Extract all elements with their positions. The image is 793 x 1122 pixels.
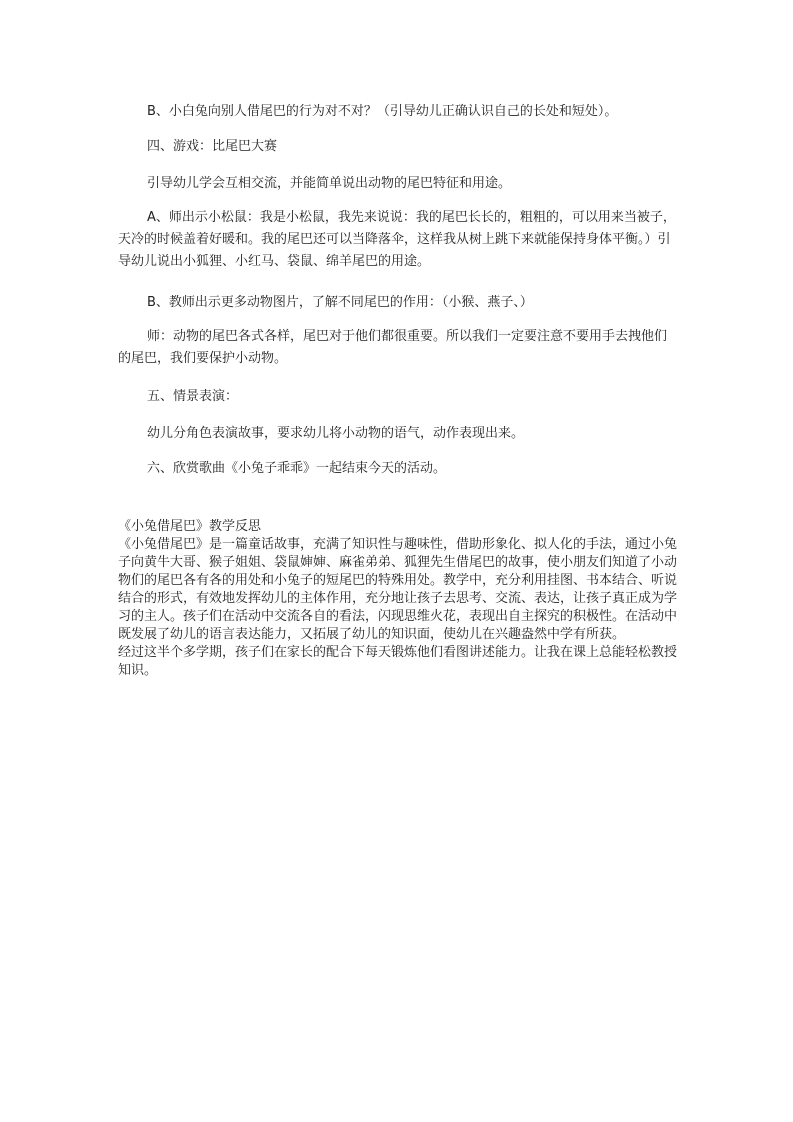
section-heading-performance: 五、情景表演：	[147, 389, 239, 404]
paragraph-role-play: 幼儿分角色表演故事，要求幼儿将小动物的语气，动作表现出来。	[147, 426, 525, 441]
paragraph-song: 六、欣赏歌曲《小兔子乖乖》一起结束今天的活动。	[147, 461, 447, 476]
paragraph-question-b: B、小白兔向别人借尾巴的行为对不对？（引导幼儿正确认识自己的长处和短处）。	[147, 104, 618, 119]
reflection-body-1: 《小兔借尾巴》是一篇童话故事，充满了知识性与趣味性，借助形象化、拟人化的手法，通过小兔子向黄牛大哥、猴子姐姐、袋鼠婶婶、麻雀弟弟、狐狸先生借尾巴的故事，使小朋友们知道了小动物们的尾巴各有各的用处和小兔子的短尾巴的特殊用处。教学中，充分利用挂图、书本结合、听说结合的形式，有效地发挥幼儿的主体作用，充分地让孩子去思考、交流、表达，让孩子真正成为学习的主人。孩子们在活动中交流各自的看法，闪现思维火花，表现出自主探究的积极性。在活动中既发展了幼儿的语言表达能力，又拓展了幼儿的知识面，使幼儿在兴趣盎然中学有所获。	[118, 537, 678, 642]
reflection-section	[118, 518, 678, 680]
section-heading-game: 四、游戏：比尾巴大赛	[147, 139, 278, 154]
reflection-body-2: 经过这半个多学期，孩子们在家长的配合下每天锻炼他们看图讲述能力。让我在课上总能轻松教授知识。	[118, 645, 678, 678]
paragraph-more-pictures: B、教师出示更多动物图片，了解不同尾巴的作用：（小猴、燕子、）	[147, 295, 533, 310]
reflection-title: 《小兔借尾巴》教学反思	[118, 519, 262, 534]
paragraph-teacher-summary: 师：动物的尾巴各式各样，尾巴对于他们都很重要。所以我们一定要注意不要用手去拽他们的尾巴，我们要保护小动物。	[118, 329, 668, 366]
paragraph-squirrel: A、师出示小松鼠：我是小松鼠，我先来说说：我的尾巴长长的，粗粗的，可以用来当被子，天冷的时候盖着好暖和。我的尾巴还可以当降落伞，这样我从树上跳下来就能保持身体平衡。）引导幼儿说出小狐狸、小红马、袋鼠、绵羊尾巴的用途。	[118, 210, 676, 269]
paragraph-guide-exchange: 引导幼儿学会互相交流，并能简单说出动物的尾巴特征和用途。	[147, 176, 512, 191]
